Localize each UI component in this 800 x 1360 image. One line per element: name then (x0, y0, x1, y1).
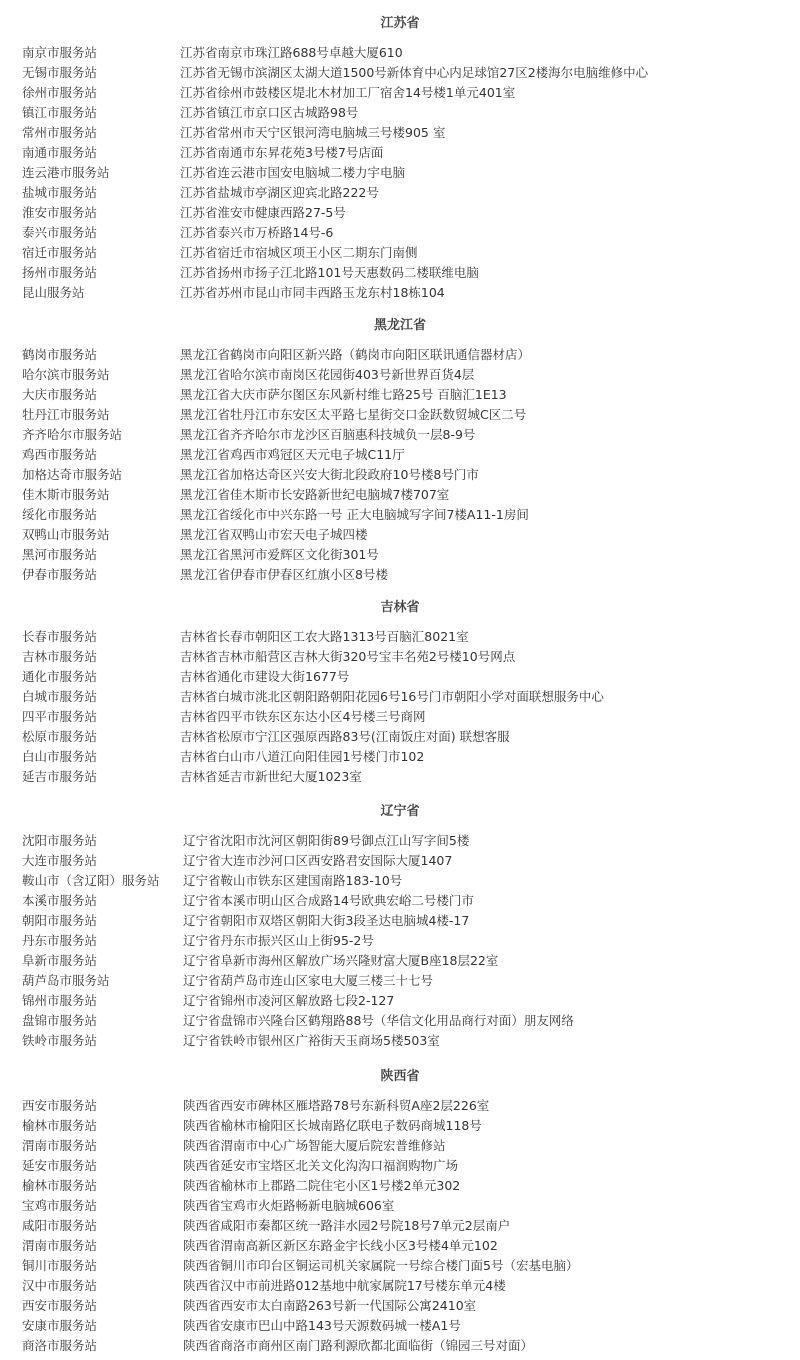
station-name: 渭南市服务站 (22, 1138, 98, 1153)
list-item (0, 1031, 800, 1051)
list-item (0, 871, 800, 891)
station-name: 盐城市服务站 (22, 185, 98, 200)
list-item (0, 1216, 800, 1236)
list-item (0, 931, 800, 951)
list-item (0, 405, 800, 425)
station-address: 黑龙江省哈尔滨市南岗区花园街403号新世界百货4层 (180, 367, 475, 382)
list-item (0, 223, 800, 243)
list-item (0, 1236, 800, 1256)
list-item (0, 971, 800, 991)
station-name: 南通市服务站 (22, 145, 98, 160)
station-address: 辽宁省盘锦市兴隆台区鹤翔路88号（华信文化用品商行对面）朋友网络 (183, 1013, 574, 1028)
province-section-liaoning (0, 802, 800, 1051)
station-name: 松原市服务站 (22, 729, 98, 744)
province-heading: 辽宁省 (380, 804, 420, 819)
station-name: 铜川市服务站 (22, 1258, 98, 1273)
province-section-shaanxi (0, 1067, 800, 1356)
list-item (0, 1276, 800, 1296)
list-item (0, 485, 800, 505)
list-item (0, 851, 800, 871)
list-item (0, 83, 800, 103)
station-address: 陕西省宝鸡市火炬路畅新电脑城606室 (183, 1198, 395, 1213)
station-name: 伊春市服务站 (22, 567, 98, 582)
station-address: 辽宁省大连市沙河口区西安路君安国际大厦1407 (183, 853, 453, 868)
station-name: 盘锦市服务站 (22, 1013, 98, 1028)
list-item (0, 163, 800, 183)
province-heading: 黑龙江省 (373, 318, 426, 333)
list-item (0, 667, 800, 687)
station-name: 沈阳市服务站 (22, 833, 98, 848)
station-name: 白城市服务站 (22, 689, 98, 704)
list-item (0, 505, 800, 525)
list-item (0, 465, 800, 485)
list-item (0, 627, 800, 647)
list-item (0, 1116, 800, 1136)
list-item (0, 1296, 800, 1316)
station-name: 本溪市服务站 (22, 893, 98, 908)
station-address: 吉林省通化市建设大街1677号 (180, 669, 350, 684)
list-item (0, 727, 800, 747)
station-name: 渭南市服务站 (22, 1238, 98, 1253)
list-item (0, 1336, 800, 1356)
station-address: 陕西省榆林市上郡路二院住宅小区1号楼2单元302 (183, 1178, 461, 1193)
list-item (0, 831, 800, 851)
station-address: 江苏省泰兴市万桥路14号-6 (180, 225, 334, 240)
province-section-jilin (0, 598, 800, 787)
list-item (0, 1011, 800, 1031)
station-name: 牡丹江市服务站 (22, 407, 110, 422)
station-address: 黑龙江省鸡西市鸡冠区天元电子城C11厅 (180, 447, 405, 462)
station-name: 齐齐哈尔市服务站 (22, 427, 123, 442)
list-item (0, 767, 800, 787)
list-item (0, 1176, 800, 1196)
station-name: 鹤岗市服务站 (22, 347, 98, 362)
station-name: 商洛市服务站 (22, 1338, 98, 1353)
station-address: 吉林省延吉市新世纪大厦1023室 (180, 769, 362, 784)
station-address: 江苏省常州市天宁区银河湾电脑城三号楼905 室 (180, 125, 446, 140)
station-name: 汉中市服务站 (22, 1278, 98, 1293)
list-item (0, 123, 800, 143)
list-item (0, 707, 800, 727)
station-address: 江苏省盐城市亭湖区迎宾北路222号 (180, 185, 379, 200)
province-heading: 江苏省 (380, 16, 420, 31)
station-address: 吉林省吉林市船营区吉林大街320号宝丰名苑2号楼10号网点 (180, 649, 516, 664)
station-name: 连云港市服务站 (22, 165, 110, 180)
station-address: 陕西省渭南市中心广场智能大厦后院宏普维修站 (183, 1138, 446, 1153)
station-name: 榆林市服务站 (22, 1178, 98, 1193)
station-name: 黑河市服务站 (22, 547, 98, 562)
station-name: 昆山服务站 (22, 285, 85, 300)
list-item (0, 143, 800, 163)
station-name: 榆林市服务站 (22, 1118, 98, 1133)
station-name: 咸阳市服务站 (22, 1218, 98, 1233)
station-name: 双鸭山市服务站 (22, 527, 110, 542)
station-address: 陕西省渭南高新区新区东路金宇长线小区3号楼4单元102 (183, 1238, 498, 1253)
list-item (0, 1196, 800, 1216)
station-name: 扬州市服务站 (22, 265, 98, 280)
station-address: 江苏省扬州市扬子江北路101号天惠数码二楼联维电脑 (180, 265, 479, 280)
station-name: 鞍山市（含辽阳）服务站 (22, 873, 160, 888)
list-item (0, 385, 800, 405)
province-heading: 吉林省 (380, 600, 420, 615)
list-item (0, 951, 800, 971)
station-address: 江苏省淮安市健康西路27-5号 (180, 205, 346, 220)
province-section-jiangsu (0, 14, 800, 303)
station-address: 辽宁省朝阳市双塔区朝阳大街3段圣达电脑城4楼-17 (183, 913, 470, 928)
list-item (0, 1156, 800, 1176)
station-address: 黑龙江省黑河市爱辉区文化街301号 (180, 547, 379, 562)
station-address: 黑龙江省双鸭山市宏天电子城四楼 (180, 527, 368, 542)
station-name: 泰兴市服务站 (22, 225, 98, 240)
list-item (0, 687, 800, 707)
station-name: 西安市服务站 (22, 1298, 98, 1313)
station-address: 陕西省榆林市榆阳区长城南路亿联电子数码商城118号 (183, 1118, 482, 1133)
station-name: 大连市服务站 (22, 853, 98, 868)
list-item (0, 1096, 800, 1116)
station-name: 宿迁市服务站 (22, 245, 98, 260)
station-address: 黑龙江省绥化市中兴东路一号 正大电脑城写字间7楼A11-1房间 (180, 507, 529, 522)
station-name: 西安市服务站 (22, 1098, 98, 1113)
station-name: 四平市服务站 (22, 709, 98, 724)
station-address: 吉林省长春市朝阳区工农大路1313号百脑汇8021室 (180, 629, 469, 644)
station-name: 加格达奇市服务站 (22, 467, 123, 482)
station-address: 陕西省安康市巴山中路143号天源数码城一楼A1号 (183, 1318, 461, 1333)
station-address: 吉林省白城市洮北区朝阳路朝阳花园6号16号门市朝阳小学对面联想服务中心 (180, 689, 604, 704)
station-address: 黑龙江省牡丹江市东安区太平路七星街交口金跃数贸城C区二号 (180, 407, 527, 422)
station-name: 宝鸡市服务站 (22, 1198, 98, 1213)
station-address: 辽宁省锦州市凌河区解放路七段2-127 (183, 993, 395, 1008)
station-name: 白山市服务站 (22, 749, 98, 764)
station-address: 吉林省四平市铁东区东达小区4号楼三号商网 (180, 709, 426, 724)
station-name: 徐州市服务站 (22, 85, 98, 100)
station-name: 鸡西市服务站 (22, 447, 98, 462)
list-item (0, 365, 800, 385)
station-name: 丹东市服务站 (22, 933, 98, 948)
station-address: 陕西省延安市宝塔区北关文化沟沟口福润购物广场 (183, 1158, 459, 1173)
list-item (0, 891, 800, 911)
station-address: 辽宁省阜新市海州区解放广场兴隆财富大厦B座18层22室 (183, 953, 499, 968)
station-name: 南京市服务站 (22, 45, 98, 60)
station-address: 江苏省无锡市滨湖区太湖大道1500号新体育中心内足球馆27区2楼海尔电脑维修中心 (180, 65, 649, 80)
list-item (0, 345, 800, 365)
list-item (0, 263, 800, 283)
station-address: 黑龙江省鹤岗市向阳区新兴路（鹤岗市向阳区联讯通信器材店） (180, 347, 531, 362)
station-address: 辽宁省鞍山市铁东区建国南路183-10号 (183, 873, 403, 888)
station-name: 铁岭市服务站 (22, 1033, 98, 1048)
list-item (0, 203, 800, 223)
station-address: 江苏省宿迁市宿城区项王小区二期东门南侧 (180, 245, 418, 260)
station-address: 黑龙江省伊春市伊春区红旗小区8号楼 (180, 567, 388, 582)
station-address: 吉林省白山市八道江向阳佳园1号楼门市102 (180, 749, 425, 764)
station-address: 陕西省商洛市商州区南门路利源欣都北面临街（锦园三号对面） (183, 1338, 534, 1353)
station-address: 辽宁省葫芦岛市连山区家电大厦三楼三十七号 (183, 973, 434, 988)
station-name: 无锡市服务站 (22, 65, 98, 80)
station-name: 阜新市服务站 (22, 953, 98, 968)
list-item (0, 565, 800, 585)
list-item (0, 1256, 800, 1276)
station-name: 大庆市服务站 (22, 387, 98, 402)
station-address: 江苏省镇江市京口区古城路98号 (180, 105, 359, 120)
station-name: 延吉市服务站 (22, 769, 98, 784)
list-item (0, 103, 800, 123)
station-name: 哈尔滨市服务站 (22, 367, 110, 382)
station-address: 辽宁省本溪市明山区合成路14号欧典宏峪二号楼门市 (183, 893, 474, 908)
list-item (0, 545, 800, 565)
station-name: 镇江市服务站 (22, 105, 98, 120)
station-address: 辽宁省沈阳市沈河区朝阳街89号御点江山写字间5楼 (183, 833, 470, 848)
station-name: 绥化市服务站 (22, 507, 98, 522)
list-item (0, 991, 800, 1011)
station-address: 江苏省南京市珠江路688号卓越大厦610 (180, 45, 403, 60)
list-item (0, 283, 800, 303)
station-address: 黑龙江省佳木斯市长安路新世纪电脑城7楼707室 (180, 487, 450, 502)
station-address: 陕西省西安市碑林区雁塔路78号东新科贸A座2层226室 (183, 1098, 490, 1113)
station-address: 陕西省咸阳市秦都区统一路沣水园2号院18号7单元2层南户 (183, 1218, 511, 1233)
list-item (0, 1316, 800, 1336)
list-item (0, 445, 800, 465)
station-name: 安康市服务站 (22, 1318, 98, 1333)
station-address: 陕西省西安市太白南路263号新一代国际公寓2410室 (183, 1298, 477, 1313)
station-address: 黑龙江省齐齐哈尔市龙沙区百脑惠科技城负一层8-9号 (180, 427, 476, 442)
station-address: 黑龙江省大庆市萨尔图区东风新村维七路25号 百脑汇1E13 (180, 387, 507, 402)
list-item (0, 183, 800, 203)
province-heading: 陕西省 (380, 1069, 420, 1084)
station-name: 淮安市服务站 (22, 205, 98, 220)
list-item (0, 747, 800, 767)
station-name: 佳木斯市服务站 (22, 487, 110, 502)
province-section-heilongjiang (0, 316, 800, 585)
station-address: 江苏省南通市东昇花苑3号楼7号店面 (180, 145, 384, 160)
list-item (0, 525, 800, 545)
station-address: 江苏省苏州市昆山市同丰西路玉龙东村18栋104 (180, 285, 445, 300)
station-name: 常州市服务站 (22, 125, 98, 140)
list-item (0, 63, 800, 83)
station-name: 通化市服务站 (22, 669, 98, 684)
station-address: 辽宁省丹东市振兴区山上街95-2号 (183, 933, 374, 948)
list-item (0, 1136, 800, 1156)
list-item (0, 911, 800, 931)
station-name: 朝阳市服务站 (22, 913, 98, 928)
station-name: 葫芦岛市服务站 (22, 973, 110, 988)
station-address: 江苏省连云港市国安电脑城二楼力宇电脑 (180, 165, 406, 180)
list-item (0, 425, 800, 445)
station-name: 锦州市服务站 (22, 993, 98, 1008)
station-name: 吉林市服务站 (22, 649, 98, 664)
station-address: 辽宁省铁岭市银州区广裕街天玉商场5楼503室 (183, 1033, 440, 1048)
station-name: 延安市服务站 (22, 1158, 98, 1173)
station-address: 陕西省铜川市印台区铜运司机关家属院一号综合楼门面5号（宏基电脑） (183, 1258, 579, 1273)
list-item (0, 243, 800, 263)
station-name: 长春市服务站 (22, 629, 98, 644)
station-address: 吉林省松原市宁江区强原西路83号(江南饭庄对面) 联想客服 (180, 729, 510, 744)
station-address: 江苏省徐州市鼓楼区堤北木材加工厂宿舍14号楼1单元401室 (180, 85, 516, 100)
list-item (0, 647, 800, 667)
station-address: 黑龙江省加格达奇区兴安大街北段政府10号楼8号门市 (180, 467, 479, 482)
station-address: 陕西省汉中市前进路012基地中航家属院17号楼东单元4楼 (183, 1278, 506, 1293)
list-item (0, 43, 800, 63)
